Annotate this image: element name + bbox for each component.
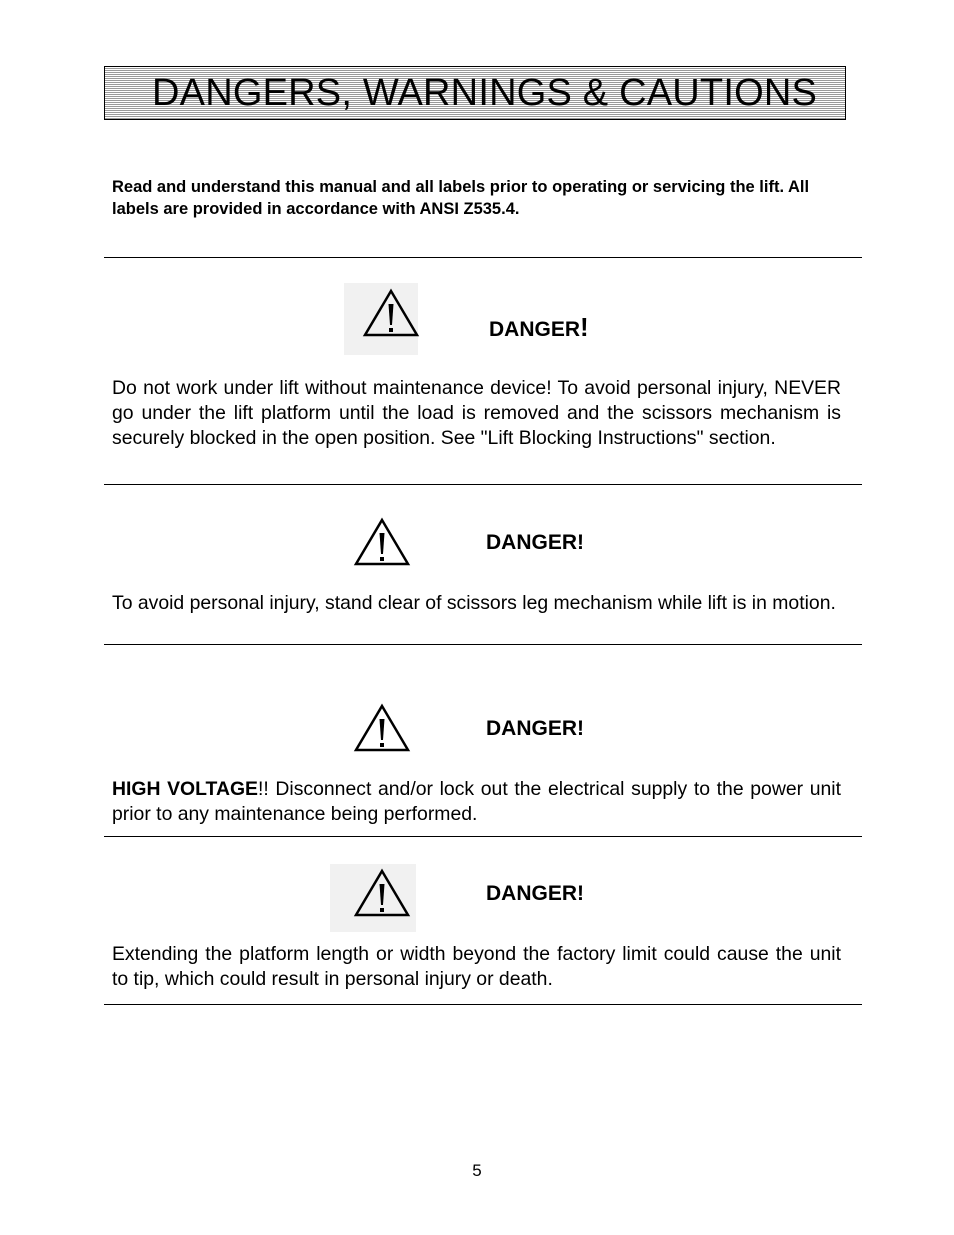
- danger-heading: DANGER!: [489, 312, 589, 342]
- danger-heading: DANGER!: [486, 882, 584, 905]
- warning-triangle-icon: [362, 288, 420, 338]
- danger-body-text: HIGH VOLTAGE!! Disconnect and/or lock out the electrical supply to the power unit prior to any maintenance being performed.: [112, 778, 841, 825]
- warning-triangle-icon: [353, 868, 411, 918]
- danger-heading: DANGER!: [486, 531, 584, 554]
- danger-body-text: To avoid personal injury, stand clear of scissors leg mechanism while lift is in motion.: [112, 592, 836, 614]
- section-divider: [104, 644, 862, 645]
- warning-triangle-icon: [353, 517, 411, 567]
- danger-heading: DANGER!: [486, 717, 584, 740]
- intro-text: Read and understand this manual and all labels prior to operating or servicing the lift. All labels are provided in accordance with ANSI Z535.4.: [112, 178, 810, 218]
- section-divider: [104, 836, 862, 837]
- section-divider: [104, 484, 862, 485]
- high-voltage-label: HIGH VOLTAGE: [112, 778, 258, 800]
- danger-body-text: Do not work under lift without maintenance device! To avoid personal injury, NEVER go under the lift platform until the load is removed and the scissors mechanism is securely blocked in the open position. See "Lift Blocking Instructions" section.: [112, 377, 841, 449]
- page-title: DANGERS, WARNINGS & CAUTIONS: [152, 72, 818, 114]
- section-divider: [104, 1004, 862, 1005]
- warning-triangle-icon: [353, 703, 411, 753]
- page-number: 5: [472, 1161, 482, 1180]
- title-banner: [104, 66, 846, 120]
- danger-body-text: Extending the platform length or width beyond the factory limit could cause the unit to tip, which could result in personal injury or death.: [112, 943, 841, 990]
- section-divider: [104, 257, 862, 258]
